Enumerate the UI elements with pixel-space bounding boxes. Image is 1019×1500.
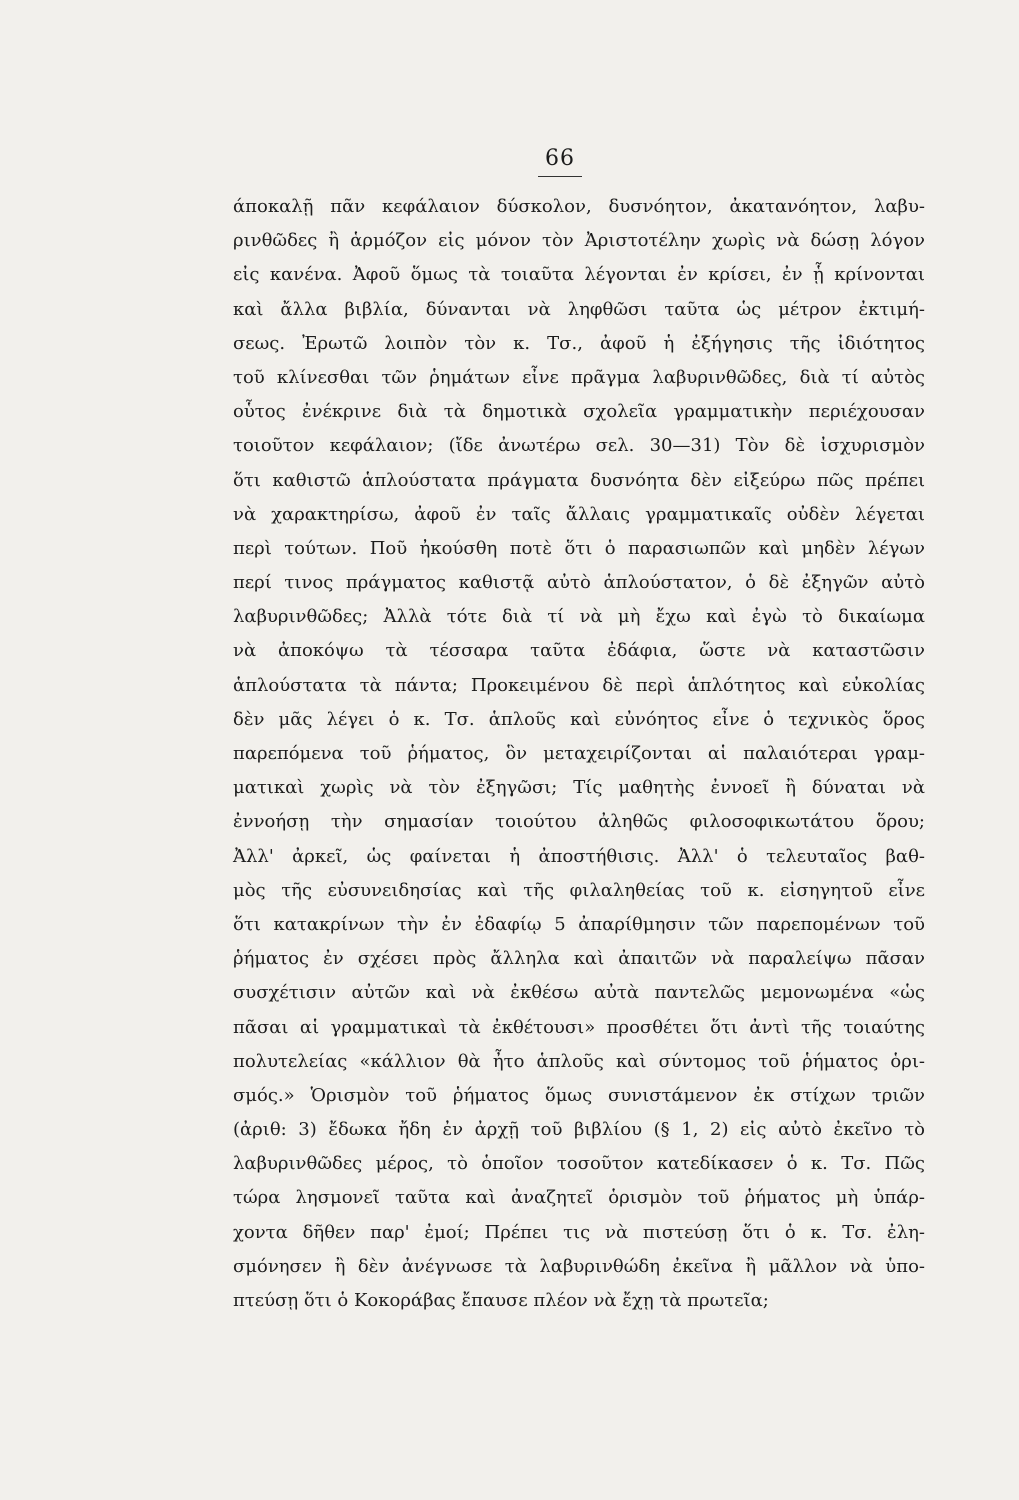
text-line: τώρα λησμονεῖ ταῦτα καὶ ἀναζητεῖ ὁρισμὸν τοῦ ῥήματος μὴ ὑπάρ- bbox=[233, 1187, 925, 1209]
text-line: τοιοῦτον κεφάλαιον; (ἴδε ἀνωτέρω σελ. 30—31) Τὸν δὲ ἰσχυρισμὸν bbox=[233, 435, 925, 457]
text-line: δὲν μᾶς λέγει ὁ κ. Τσ. ἁπλοῦς καὶ εὐνόητος εἶνε ὁ τεχνικὸς ὅρος bbox=[233, 708, 925, 730]
text-line: νὰ χαρακτηρίσω, ἀφοῦ ἐν ταῖς ἄλλαις γραμματικαῖς οὐδὲν λέγεται bbox=[233, 503, 925, 525]
page-number-rule bbox=[538, 176, 582, 177]
text-line: πολυτελείας «κάλλιον θὰ ἦτο ἁπλοῦς καὶ σύντομος τοῦ ῥήματος ὁρι- bbox=[233, 1050, 925, 1072]
text-line: περί τινος πράγματος καθιστᾷ αὐτὸ ἁπλούστατον, ὁ δὲ ἐξηγῶν αὐτὸ bbox=[233, 572, 925, 594]
body-text bbox=[233, 190, 925, 1318]
text-line: ματικαὶ χωρὶς νὰ τὸν ἐξηγῶσι; Τίς μαθητὴς ἐννοεῖ ἢ δύναται νὰ bbox=[233, 777, 925, 799]
text-line: καὶ ἄλλα βιβλία, δύνανται νὰ ληφθῶσι ταῦτα ὡς μέτρον ἐκτιμή- bbox=[233, 298, 925, 320]
text-line: ἐννοήσῃ τὴν σημασίαν τοιούτου ἀληθῶς φιλοσοφικωτάτου ὅρου; bbox=[233, 811, 925, 833]
text-line: (ἀριθ: 3) ἔδωκα ἤδη ἐν ἀρχῇ τοῦ βιβλίου (§ 1, 2) εἰς αὐτὸ ἐκεῖνο τὸ bbox=[233, 1119, 925, 1141]
text-line: σμόνησεν ἢ δὲν ἀνέγνωσε τὰ λαβυρινθώδη ἐκεῖνα ἢ μᾶλλον νὰ ὑπο- bbox=[233, 1255, 925, 1277]
text-line: λαβυρινθῶδες μέρος, τὸ ὁποῖον τοσοῦτον κατεδίκασεν ὁ κ. Τσ. Πῶς bbox=[233, 1153, 925, 1175]
text-line: ὅτι καθιστῶ ἁπλούστατα πράγματα δυσνόητα δὲν εἰξεύρω πῶς πρέπει bbox=[233, 469, 925, 491]
text-line: χοντα δῆθεν παρ' ἐμοί; Πρέπει τις νὰ πιστεύσῃ ὅτι ὁ κ. Τσ. ἐλη- bbox=[233, 1221, 925, 1243]
text-line: ὅτι κατακρίνων τὴν ἐν ἐδαφίῳ 5 ἀπαρίθμησιν τῶν παρεπομένων τοῦ bbox=[233, 913, 925, 935]
text-line: ρινθῶδες ἢ ἁρμόζον εἰς μόνον τὸν Ἀριστοτέλην χωρὶς νὰ δώσῃ λόγον bbox=[233, 230, 925, 252]
text-line: πτεύσῃ ὅτι ὁ Κοκοράβας ἔπαυσε πλέον νὰ ἔχῃ τὰ πρωτεῖα; bbox=[233, 1290, 769, 1311]
text-line: συσχέτισιν αὐτῶν καὶ νὰ ἐκθέσω αὐτὰ παντελῶς μεμονωμένα «ὡς bbox=[233, 982, 925, 1004]
text-line: ῥήματος ἐν σχέσει πρὸς ἄλληλα καὶ ἀπαιτῶν νὰ παραλείψω πᾶσαν bbox=[233, 948, 925, 970]
text-line: τοῦ κλίνεσθαι τῶν ῥημάτων εἶνε πρᾶγμα λαβυρινθῶδες, διὰ τί αὐτὸς bbox=[233, 366, 925, 388]
text-line: μὸς τῆς εὐσυνειδησίας καὶ τῆς φιλαληθείας τοῦ κ. εἰσηγητοῦ εἶνε bbox=[233, 879, 925, 901]
text-line: εἰς κανένα. Ἀφοῦ ὅμως τὰ τοιαῦτα λέγονται ἐν κρίσει, ἐν ᾗ κρίνονται bbox=[233, 264, 925, 286]
text-line: πᾶσαι αἱ γραμματικαὶ τὰ ἐκθέτουσι» προσθέτει ὅτι ἀντὶ τῆς τοιαύτης bbox=[233, 1016, 925, 1038]
text-line: περὶ τούτων. Ποῦ ἠκούσθη ποτὲ ὅτι ὁ παρασιωπῶν καὶ μηδὲν λέγων bbox=[233, 537, 925, 559]
text-line: άποκαλῇ πᾶν κεφάλαιον δύσκολον, δυσνόητον, ἀκατανόητον, λαβυ- bbox=[233, 196, 925, 217]
text-line: σεως. Ἐρωτῶ λοιπὸν τὸν κ. Τσ., ἀφοῦ ἡ ἐξήγησις τῆς ἰδιότητος bbox=[233, 332, 925, 354]
text-line: Ἀλλ' ἀρκεῖ, ὡς φαίνεται ἡ ἀποστήθισις. Ἀλλ' ὁ τελευταῖος βαθ- bbox=[233, 845, 925, 867]
text-line: νὰ ἀποκόψω τὰ τέσσαρα ταῦτα ἐδάφια, ὥστε νὰ καταστῶσιν bbox=[233, 640, 925, 662]
text-line: οὗτος ἐνέκρινε διὰ τὰ δημοτικὰ σχολεῖα γραμματικὴν περιέχουσαν bbox=[233, 401, 925, 423]
text-line: λαβυρινθῶδες; Ἀλλὰ τότε διὰ τί νὰ μὴ ἔχω καὶ ἐγὼ τὸ δικαίωμα bbox=[233, 606, 925, 628]
page-number: 66 bbox=[545, 146, 575, 171]
text-line: παρεπόμενα τοῦ ῥήματος, ὃν μεταχειρίζονται αἱ παλαιότεραι γραμ- bbox=[233, 743, 925, 764]
text-line: σμός.» Ὁρισμὸν τοῦ ῥήματος ὅμως συνιστάμενον ἐκ στίχων τριῶν bbox=[233, 1084, 925, 1106]
text-line: ἁπλούστατα τὰ πάντα; Προκειμένου δὲ περὶ ἁπλότητος καὶ εὐκολίας bbox=[233, 674, 925, 696]
